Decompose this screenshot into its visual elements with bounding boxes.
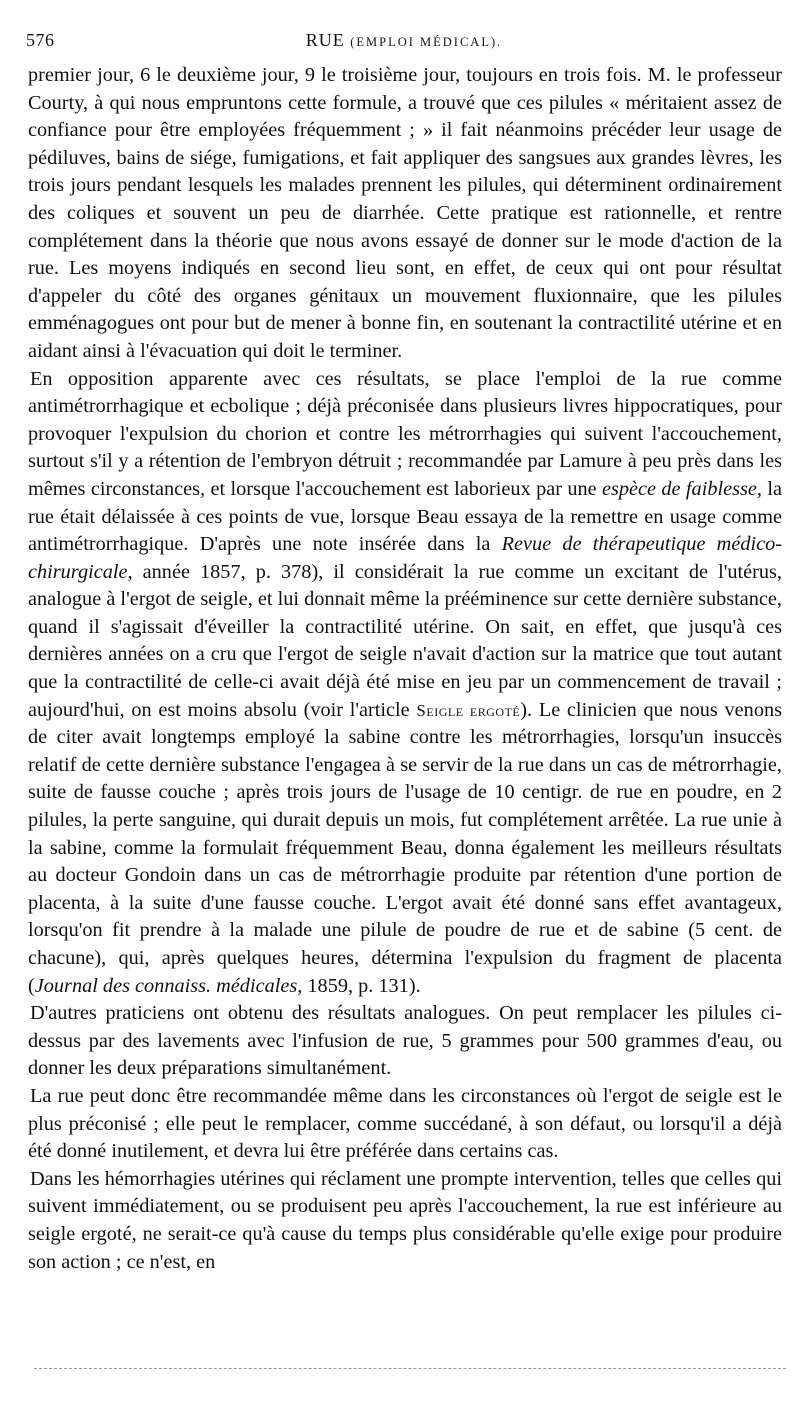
paragraph-5: [28, 1166, 782, 1276]
paragraph-text: premier jour, 6 le deuxième jour, 9 le troisième jour, toujours en trois fois. M. le professeur Courty, à qui nous empruntons cette formule, a trouvé que ces pilules « méritaient assez de confiance pour être employées fréquemment ; » il fait néanmoins précéder leur usage de pédiluves, bains de siége, fumigations, et fait appliquer des sangsues aux grandes lèvres, les trois jours pendant lesquels les malades prennent les pilules, qui déterminent ordinairement des coliques et souvent un peu de diarrhée. Cette pratique est rationnelle, et rentre complétement dans la théorie que nous avons essayé de donner sur le mode d'action de la rue. Les moyens indiqués en second lieu sont, en effet, de ceux qui ont pour résultat d'appeler du côté des organes génitaux un mouvement fluxionnaire, que les pilules emménagogues ont pour but de mener à bonne fin, en soutenant la contractilité utérine et en aidant ainsi à l'évacuation qui doit le terminer.: [28, 64, 782, 362]
paragraph-text: ). Le clinicien que nous venons de citer avait longtemps employé la sabine contre les métrorrhagies, lorsqu'un insuccès relatif de cette dernière substance l'engagea à se servir de la rue dans un cas de métrorrhagie, suite de fausse couche ; après trois jours de l'usage de 10 centigr. de rue en poudre, en 2 pilules, la perte sanguine, qui durait depuis un mois, fut complétement arrêtée. La rue unie à la sabine, comme la formulait fréquemment Beau, donna également les meilleurs résultats au docteur Gondoin dans un cas de métrorrhagie produite par rétention d'une portion de placenta, à la suite d'une fausse couche. L'ergot avait été donné sans effet avantageux, lorsqu'on fit prendre à la malade une pilule de poudre de rue et de sabine (5 cent. de chacune), qui, après quelques heures, détermina l'expulsion du fragment de placenta (: [28, 698, 782, 997]
paragraph-text: , 1859, p. 131).: [297, 974, 421, 997]
paragraph-text: La rue peut donc être recommandée même dans les circonstances où l'ergot de seigle est le plus préconisé ; elle peut le remplacer, comme succédané, à son défaut, ou lorsqu'il a déjà été donné inutilement, et devra lui être préférée dans certains cas.: [28, 1084, 782, 1163]
article-reference: Seigle ergoté: [416, 700, 521, 720]
paragraph-text: , la rue était délaissée à ces points de vue, lorsque Beau essaya de la remettre en usage comme antimétrorrhagique. D'après une note insérée dans la: [28, 477, 782, 556]
paragraph-text: Dans les hémorrhagies utérines qui réclament une prompte intervention, telles que celles qui suivent immédiatement, ou se produisent peu après l'accouchement, la rue est inférieure au seigle ergoté, ne serait-ce qu'à cause du temps plus considérable qu'elle exige pour produire son action ; ce n'est, en: [28, 1167, 782, 1273]
paragraph-text: En opposition apparente avec ces résultats, se place l'emploi de la rue comme antimétrorrhagique et ecbolique ; déjà préconisée dans plusieurs livres hippocratiques, pour provoquer l'expulsion du chorion et contre les métrorrhagies qui suivent l'accouchement, surtout s'il y a rétention de l'embryon détruit ; recommandée par Lamure à peu près dans les mêmes circonstances, et lorsque l'accouchement est laborieux par une: [28, 367, 782, 500]
paragraph-1: [28, 62, 782, 366]
page-number: 576: [26, 30, 55, 50]
footer-rule: [34, 1368, 786, 1369]
journal-title: Revue de thérapeutique médico-chirurgicale: [28, 533, 782, 583]
italic-phrase: espèce de faiblesse: [602, 477, 757, 500]
paragraph-text: D'autres praticiens ont obtenu des résultats analogues. On peut remplacer les pilules ci-dessus par des lavements avec l'infusion de rue, 5 grammes pour 500 grammes d'eau, ou donner les deux préparations simultanément.: [28, 1002, 782, 1080]
running-subtitle: (EMPLOI MÉDICAL).: [350, 35, 503, 49]
paragraph-2: [28, 366, 782, 1001]
paragraph-3: [28, 1000, 782, 1083]
body-text: [28, 62, 782, 1276]
paragraph-text: , année 1857, p. 378), il considérait la rue comme un excitant de l'utérus, analogue à l'ergot de seigle, et lui donnait même la prééminence sur cette dernière substance, quand il s'agissait d'éveiller la contractilité utérine. On sait, en effet, que jusqu'à ces dernières années on a cru que l'ergot de seigle n'avait d'action sur la matrice que tout autant que la contractilité de celle-ci avait déjà été mise en jeu par un commencement de travail ; aujourd'hui, on est moins absolu (voir l'article: [28, 560, 782, 721]
running-head: [26, 30, 782, 51]
journal-title: Journal des connaiss. médicales: [34, 974, 298, 997]
page-header: [26, 30, 782, 56]
paragraph-4: [28, 1083, 782, 1166]
running-title: RUE: [305, 30, 345, 50]
